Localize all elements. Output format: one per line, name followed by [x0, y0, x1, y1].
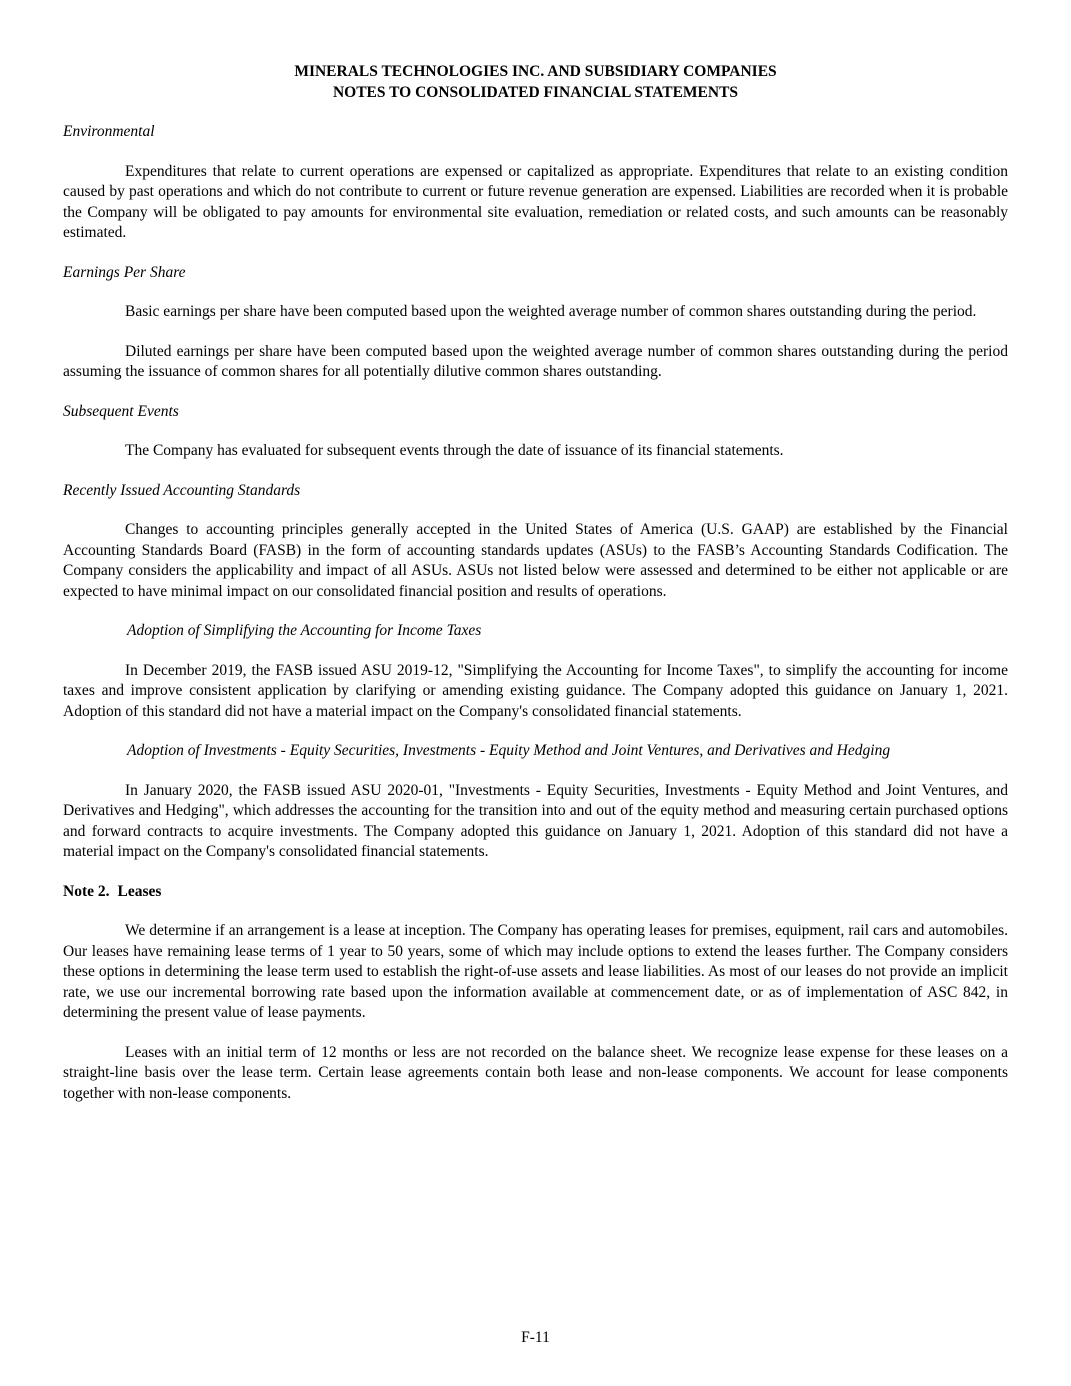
paragraph-recently-issued-1: Changes to accounting principles generally accepted in the United States of America (U.S. GAAP) are established by the Financial Accounting Standards Board (FASB) in the form of accounting standards updates (ASUs) to the FASB’s Accounting Standards Codification. The Company considers the applicability and impact of all ASUs. ASUs not listed below were assessed and determined to be either not applicable or are expected to have minimal impact on our consolidated financial position and results of operations.: [63, 521, 1008, 600]
paragraph-environmental-1: Expenditures that relate to current operations are expensed or capitalized as appropriate. Expenditures that relate to an existing condition caused by past operations and which do not contribute to current or future revenue generation are expensed. Liabilities are recorded when it is probable the Company will be obligated to pay amounts for environmental site evaluation, remediation or related costs, and such amounts can be reasonably estimated.: [63, 162, 1008, 241]
paragraph-leases-2: Leases with an initial term of 12 months or less are not recorded on the balance sheet. We recognize lease expense for these leases on a straight-line basis over the lease term. Certain lease agreements contain both lease and non-lease components. We account for lease components together with non-lease components.: [63, 1043, 1008, 1102]
section-heading-recently-issued-standards: Recently Issued Accounting Standards: [63, 481, 301, 499]
paragraph-subsequent-events-1: The Company has evaluated for subsequent events through the date of issuance of its financial statements.: [125, 442, 784, 459]
subsection-heading-investments: Adoption of Investments - Equity Securities, Investments - Equity Method and Joint Ventures, and Derivatives and Hedging: [127, 742, 891, 759]
section-heading-earnings-per-share: Earnings Per Share: [63, 263, 186, 281]
section-heading-subsequent-events: Subsequent Events: [63, 402, 179, 420]
paragraph-leases-1: We determine if an arrangement is a lease at inception. The Company has operating leases for premises, equipment, rail cars and automobiles. Our leases have remaining lease terms of 1 year to 50 years, some of which may include options to extend the leases further. The Company considers these options in determining the lease term used to establish the right-of-use assets and lease liabilities. As most of our leases do not provide an implicit rate, we use our incremental borrowing rate based upon the information available at commencement date, or as of implementation of ASC 842, in determining the present value of lease payments.: [63, 922, 1008, 1021]
note2-label: Note 2.: [63, 882, 110, 900]
paragraph-eps-1: Basic earnings per share have been computed based upon the weighted average number of common shares outstanding during the period.: [125, 303, 977, 320]
note2-title: Leases: [117, 882, 162, 900]
document-title-line1: MINERALS TECHNOLOGIES INC. AND SUBSIDIARY COMPANIES: [294, 63, 777, 80]
paragraph-investments-1: In January 2020, the FASB issued ASU 2020-01, "Investments - Equity Securities, Investments - Equity Method and Joint Ventures, and Derivatives and Hedging", which addresses the accounting for the transition into and out of the equity method and measuring certain purchased options and forward contracts to acquire investments. The Company adopted this guidance on January 1, 2021. Adoption of this standard did not have a material impact on the Company's consolidated financial statements.: [63, 781, 1008, 860]
page-number: F-11: [521, 1328, 550, 1346]
document-header: [63, 62, 1008, 103]
section-heading-note2-leases: [63, 882, 1008, 903]
document-title-line2: NOTES TO CONSOLIDATED FINANCIAL STATEMENTS: [332, 83, 739, 101]
section-heading-environmental: Environmental: [63, 123, 155, 140]
subsection-heading-income-taxes: Adoption of Simplifying the Accounting for Income Taxes: [127, 622, 482, 639]
paragraph-eps-2: Diluted earnings per share have been computed based upon the weighted average number of common shares outstanding during the period assuming the issuance of common shares for all potentially dilutive common shares outstanding.: [63, 342, 1008, 380]
paragraph-income-taxes-1: In December 2019, the FASB issued ASU 2019-12, "Simplifying the Accounting for Income Taxes", to simplify the accounting for income taxes and improve consistent application by clarifying or amending existing guidance. The Company adopted this guidance on January 1, 2021. Adoption of this standard did not have a material impact on the Company's consolidated financial statements.: [63, 661, 1008, 720]
